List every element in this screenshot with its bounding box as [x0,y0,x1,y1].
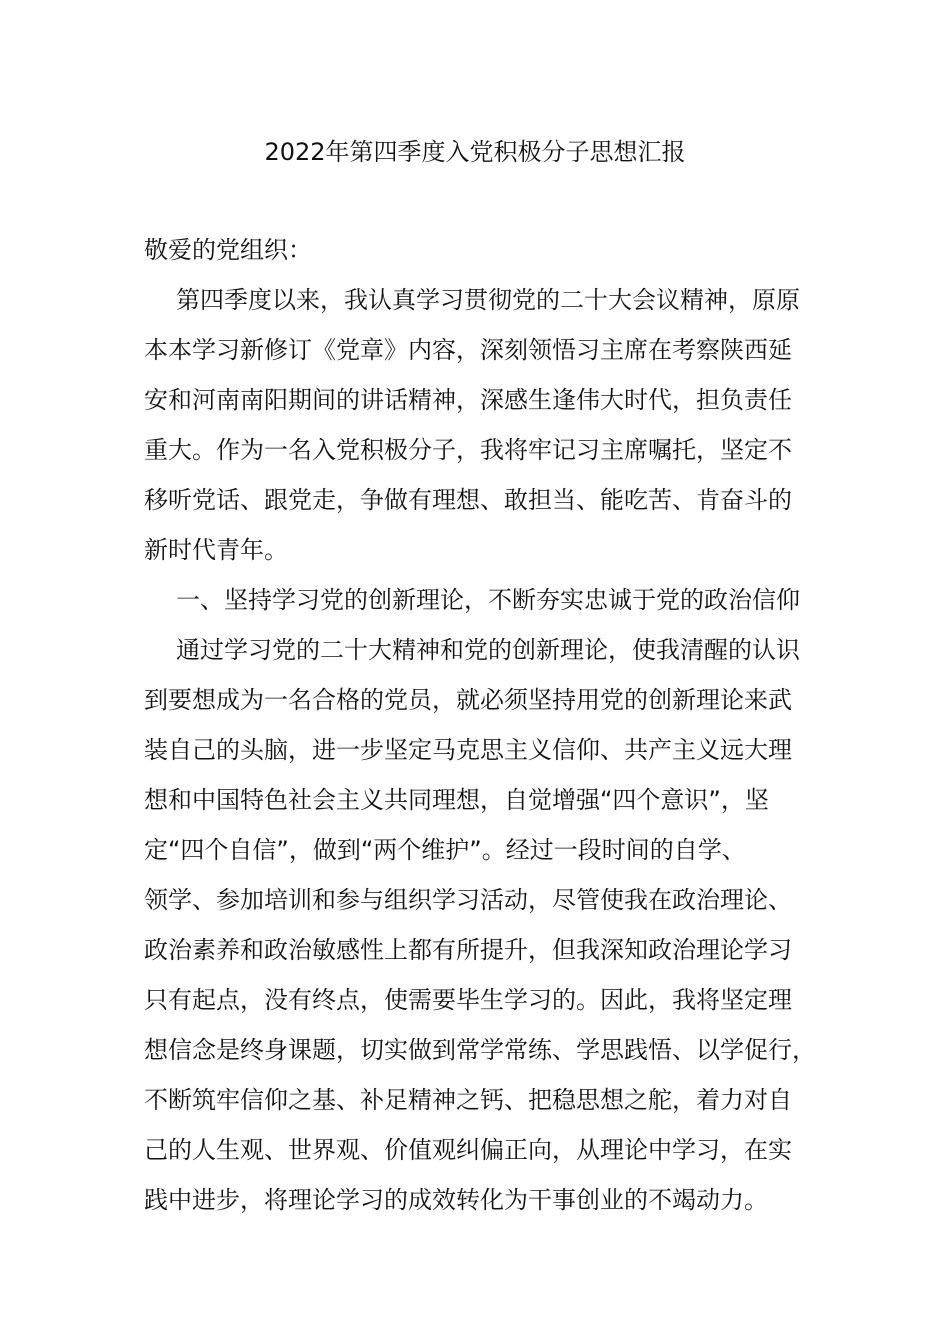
document-title: 2022年第四季度入党积极分子思想汇报 [264,138,686,166]
body-line: 不断筑牢信仰之基、补足精神之钙、把稳思想之舵，着力对自 [144,1086,792,1114]
body-line: 新时代青年。 [144,536,288,564]
body-line: 重大。作为一名入党积极分子，我将牢记习主席嘱托，坚定不 [144,436,792,464]
salutation: 敬爱的党组织： [144,236,312,264]
body-line: 定“四个自信”，做到“两个维护”。经过一段时间的自学、 [144,836,746,864]
body-line: 装自己的头脑，进一步坚定马克思主义信仰、共产主义远大理 [144,736,792,764]
body-line: 领学、参加培训和参与组织学习活动，尽管使我在政治理论、 [144,886,792,914]
body-line: 第四季度以来，我认真学习贯彻党的二十大会议精神，原原 [176,286,800,314]
body-line: 本本学习新修订《党章》内容，深刻领悟习主席在考察陕西延 [144,336,792,364]
body-line: 移听党话、跟党走，争做有理想、敢担当、能吃苦、肯奋斗的 [144,486,792,514]
body-line: 到要想成为一名合格的党员，就必须坚持用党的创新理论来武 [144,686,792,714]
body-line: 安和河南南阳期间的讲话精神，深感生逢伟大时代，担负责任 [144,386,792,414]
body-line: 政治素养和政治敏感性上都有所提升，但我深知政治理论学习 [144,936,792,964]
body-line: 己的人生观、世界观、价值观纠偏正向，从理论中学习，在实 [144,1136,792,1164]
body-line: 通过学习党的二十大精神和党的创新理论，使我清醒的认识 [176,636,800,664]
body-line: 只有起点，没有终点，使需要毕生学习的。因此，我将坚定理 [144,986,792,1014]
body-line: 想和中国特色社会主义共同理想，自觉增强“四个意识”，坚 [144,786,769,814]
body-line: 践中进步，将理论学习的成效转化为干事创业的不竭动力。 [144,1186,768,1214]
body-line: 想信念是终身课题，切实做到常学常练、学思践悟、以学促行， [144,1036,816,1064]
section-heading: 一、坚持学习党的创新理论，不断夯实忠诚于党的政治信仰 [176,586,800,614]
